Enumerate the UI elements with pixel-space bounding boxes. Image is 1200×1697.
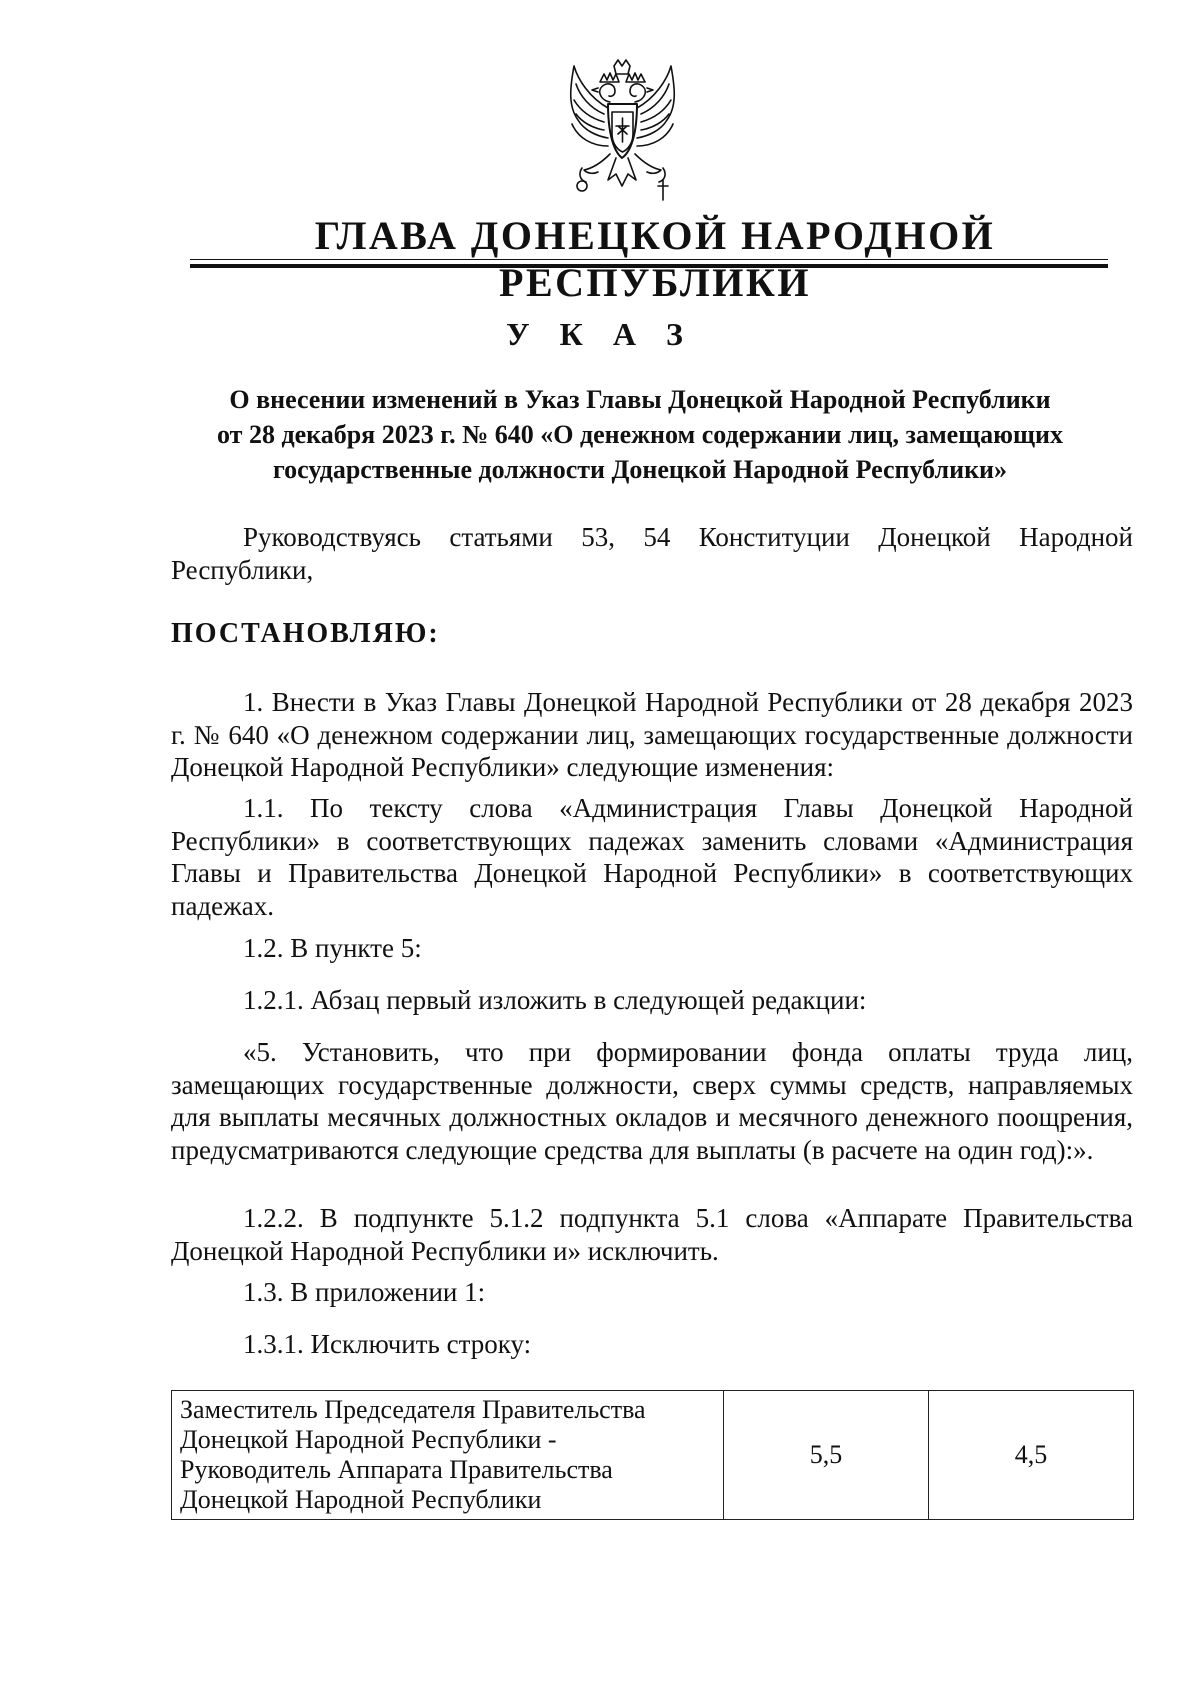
position-line: Донецкой Народной Республики [180, 1485, 542, 1514]
table-row [172, 1391, 1134, 1520]
clause-1-3-1: 1.3.1. Исключить строку: [243, 1329, 532, 1359]
document-type: У К А З [506, 316, 694, 352]
clause-1-3: 1.3. В приложении 1: [243, 1277, 486, 1307]
subject-line: от 28 декабря 2023 г. № 640 «О денежном содержании лиц, замещающих [217, 420, 1063, 449]
clause-1-2-2: 1.2.2. В подпункте 5.1.2 подпункта 5.1 слова «Аппарате Правительства Донецкой Народной Республики и» исключить. [171, 1203, 1133, 1266]
value-cell-2: 4,5 [929, 1391, 1134, 1520]
decree-subject [160, 382, 1120, 487]
position-line: Руководитель Аппарата Правительства [180, 1455, 613, 1484]
preamble-paragraph: Руководствуясь статьями 53, 54 Конституции Донецкой Народной Республики, [171, 522, 1133, 585]
position-cell [172, 1391, 724, 1520]
decree-heading: ПОСТАНОВЛЯЮ: [171, 618, 440, 649]
subject-line: О внесении изменений в Указ Главы Донецкой Народной Республики [229, 385, 1051, 414]
clause-1: 1. Внести в Указ Главы Донецкой Народной Республики от 28 декабря 2023 г. № 640 «О денежном содержании лиц, замещающих государственные должности Донецкой Народной Республики» следующие изменения: [171, 687, 1133, 782]
position-line: Донецкой Народной Республики - [180, 1425, 557, 1454]
clause-1-2: 1.2. В пункте 5: [243, 933, 422, 963]
clause-1-1: 1.1. По тексту слова «Администрация Главы Донецкой Народной Республики» в соответствующих падежах заменить словами «Администрация Главы и Правительства Донецкой Народной Республики» в соответствующих падежах. [171, 793, 1133, 921]
excluded-row-table [171, 1390, 1134, 1520]
subject-line: государственные должности Донецкой Народной Республики» [272, 455, 1008, 484]
clause-1-2-1: 1.2.1. Абзац первый изложить в следующей редакции: [243, 985, 867, 1015]
issuer-title: ГЛАВА ДОНЕЦКОЙ НАРОДНОЙ РЕСПУБЛИКИ [314, 213, 996, 305]
clause-1-2-1-text: «5. Установить, что при формировании фонда оплаты труда лиц, замещающих государственные должности, сверх суммы средств, направляемых для выплаты месячных должностных окладов и месячного денежного поощрения, предусматриваются следующие средства для выплаты (в расчете на один год):». [171, 1037, 1133, 1165]
position-line: Заместитель Председателя Правительства [180, 1395, 646, 1424]
header-rule-thin [190, 259, 1108, 260]
coat-of-arms-icon [560, 58, 685, 208]
value-cell-1: 5,5 [724, 1391, 929, 1520]
header-rule-thick [190, 264, 1108, 268]
